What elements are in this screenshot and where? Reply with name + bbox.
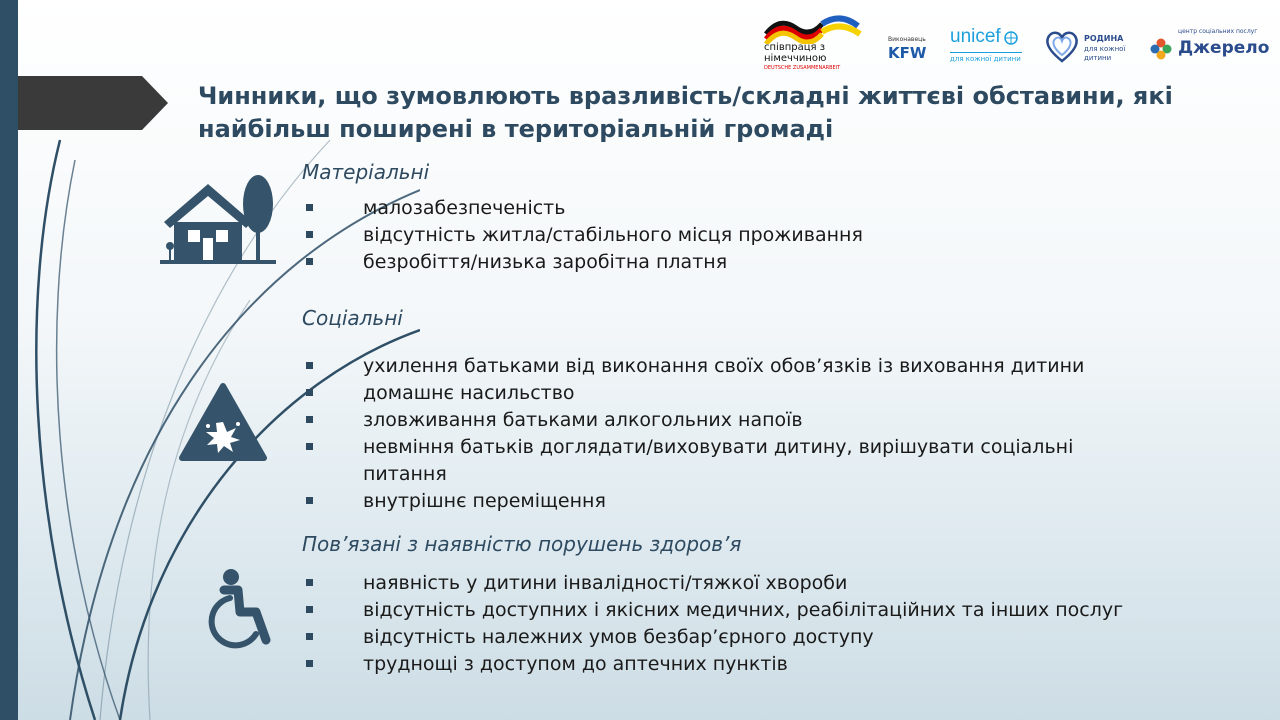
bullet-marker (306, 633, 313, 640)
list-item-text: ухилення батьками від виконання своїх обов’язків із виховання дитини (363, 355, 1085, 377)
rodyna-sub1: для кожної (1084, 45, 1126, 53)
list-item (300, 597, 1200, 624)
list-item (300, 434, 1200, 488)
logo-unicef (950, 12, 1026, 74)
bullet-marker (306, 389, 313, 396)
dzherelo-small-text: центр соціальних послуг (1178, 28, 1258, 35)
list-item-text: відсутність доступних і якісних медичних, реабілітаційних та інших послуг (363, 599, 1124, 621)
list-item-text: невміння батьків доглядати/виховувати дитину, вирішувати соціальні питання (363, 436, 1074, 485)
rodyna-text: РОДИНА (1084, 34, 1124, 43)
logo-rodyna (1044, 12, 1144, 74)
kfw-text: KFW (888, 44, 927, 62)
list-item-text: домашнє насильство (363, 382, 575, 404)
unicef-sub-text: для кожної дитини (950, 55, 1021, 63)
list-item-text: відсутність належних умов безбар’єрного доступу (363, 626, 874, 648)
list-item (300, 222, 1200, 249)
germany-line3: DEUTSCHE ZUSAMMENARBEIT (764, 65, 841, 71)
heart-logo-icon (1044, 28, 1080, 64)
logo-kfw (888, 12, 936, 74)
list-health (300, 570, 1200, 678)
rodyna-sub2: дитини (1084, 54, 1112, 62)
bullet-marker (306, 258, 313, 265)
germany-line2: німеччиною (764, 53, 827, 64)
bullet-marker (306, 443, 313, 450)
bullet-marker (306, 231, 313, 238)
list-item (300, 380, 1200, 407)
dzherelo-text: Джерело (1178, 38, 1270, 58)
list-item (300, 195, 1200, 222)
list-item-text: відсутність житла/стабільного місця проживання (363, 224, 863, 246)
section-heading-health: Пов’язані з наявністю порушень здоров’я (302, 532, 742, 556)
list-item-text: труднощі з доступом до аптечних пунктів (363, 653, 788, 675)
bullet-marker (306, 579, 313, 586)
bullet-marker (306, 660, 313, 667)
list-item (300, 488, 1200, 515)
kfw-small-text: Виконавець (888, 36, 926, 43)
list-social (300, 353, 1200, 515)
list-item-text: зловживання батьками алкогольних напоїв (363, 409, 803, 431)
section-heading-social: Соціальні (302, 306, 403, 330)
list-material (300, 195, 1200, 276)
unicef-globe-icon (1004, 31, 1018, 45)
list-item (300, 249, 1200, 276)
bullet-marker (306, 497, 313, 504)
list-item-text: наявність у дитини інвалідності/тяжкої хвороби (363, 572, 848, 594)
flower-logo-icon (1150, 38, 1172, 60)
page-title: Чинники, що зумовлюють вразливість/складні життєві обставини, які найбільш поширені в територіальній громаді (198, 82, 1173, 143)
section-heading-material: Матеріальні (302, 160, 430, 184)
list-item-text: внутрішнє переміщення (363, 490, 606, 512)
germany-line1: співпраця з (764, 42, 826, 53)
warning-explosion-icon (178, 382, 268, 462)
unicef-underline (950, 52, 1022, 53)
bullet-marker (306, 416, 313, 423)
house-tree-icon (158, 170, 278, 266)
list-item (300, 407, 1200, 434)
partner-logos (760, 12, 1270, 74)
flags-ribbon-icon (760, 14, 872, 44)
bullet-marker (306, 606, 313, 613)
logo-germany-cooperation (760, 12, 872, 74)
list-item-text: малозабезпеченість (363, 197, 566, 219)
wheelchair-icon (204, 568, 274, 654)
bullet-marker (306, 362, 313, 369)
list-item (300, 570, 1200, 597)
list-item (300, 353, 1200, 380)
list-item (300, 624, 1200, 651)
logo-dzherelo (1150, 12, 1268, 74)
title-arrow-shape (18, 76, 170, 130)
list-item-text: безробіття/низька заробітна платня (363, 251, 728, 273)
bullet-marker (306, 204, 313, 211)
list-item (300, 651, 1200, 678)
unicef-text: unicef (950, 26, 1001, 47)
